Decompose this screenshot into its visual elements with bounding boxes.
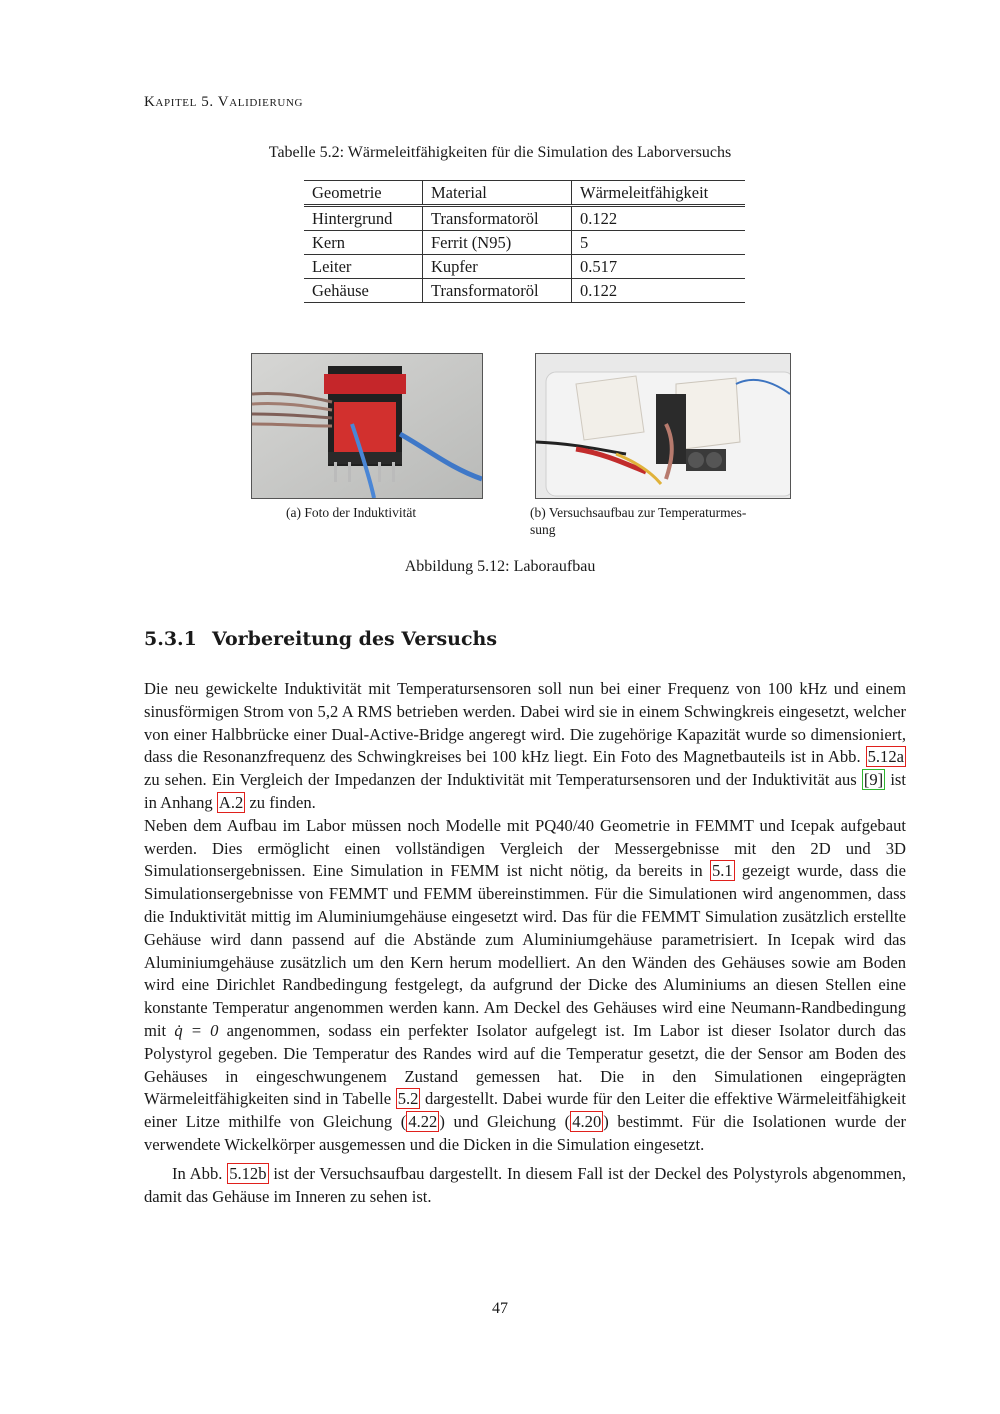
table-header: Wärmeleitfähigkeit xyxy=(572,181,746,206)
paragraph-1 xyxy=(144,678,906,815)
text: gezeigt wurde, dass die Simulationsergebnisse von FEMMT und FEMM übereinstimmen. Für die Simulationen wird angenommen, dass die Induktivität mittig im Aluminiumgehäuse eingesetzt wird. Das für die FEMMT Simulation zusätzlich erstellte Gehäuse wird dann passend auf die Abstände zum Aluminiumgehäuse parametrisiert. In Icepak wird das Aluminiumgehäuse zusätzlich um den Kern herum modelliert. An den Wänden des Gehäuses sowie am Boden wird eine Dirichlet Randbedingung festgelegt, da aufgrund der Dicke des Aluminiums an diesen Stellen eine konstante Temperatur angenommen werden kann. Am Deckel des Gehäuses wird eine Neumann-Randbedingung mit xyxy=(144,861,906,1040)
text: angenommen, sodass ein perfekter Isolator aufgelegt ist. Im Labor ist dieser Isolator durch das Polystyrol gegeben. Die Temperatur des Randes wird auf die Temperatur gesetzt, die der Sensor am Boden des Gehäuses in eingeschwungenem Zustand gemessen hat. Die in den Simulationen eingeprägten Wärmeleitfähigkeiten sind in Tabelle xyxy=(144,1020,906,1109)
equation-ref-link[interactable]: 4.22 xyxy=(408,1112,438,1132)
figure-ref-link[interactable]: 5.12b xyxy=(229,1163,267,1183)
appendix-ref-link[interactable]: A.2 xyxy=(218,792,244,812)
table-cell: Ferrit (N95) xyxy=(423,231,572,255)
body-text xyxy=(144,678,906,1208)
table-cell: 0.122 xyxy=(572,279,746,303)
figure-caption: Abbildung 5.12: Laboraufbau xyxy=(404,558,596,575)
page-number: 47 xyxy=(492,1300,508,1317)
table-cell: 0.517 xyxy=(572,255,746,279)
figure-ref-link[interactable]: 5.12a xyxy=(867,747,904,767)
equation-ref-link[interactable]: 4.20 xyxy=(572,1112,602,1132)
table-cell: 5 xyxy=(572,231,746,255)
table-cell: Leiter xyxy=(304,255,423,279)
table-cell: Hintergrund xyxy=(304,206,423,231)
subcaption-b xyxy=(530,504,746,538)
subcaption-a: (a) Foto der Induktivität xyxy=(286,505,417,520)
text: ) bestimmt. Für die Isolationen wurde der verwendete Wickelkörper ausgemessen und die Dicken in die Simulation eingesetzt. xyxy=(144,1112,906,1154)
table-row xyxy=(304,231,745,255)
table-row xyxy=(304,206,745,231)
subcaption-b-line1: (b) Versuchsaufbau zur Temperaturmes- xyxy=(530,505,747,520)
running-head: Kapitel 5. Validierung xyxy=(144,94,304,110)
table-cell: Transformatoröl xyxy=(423,279,572,303)
table-cell: Kern xyxy=(304,231,423,255)
paragraph-2 xyxy=(144,815,906,1157)
text: Die neu gewickelte Induktivität mit Temperatursensoren soll nun bei einer Frequenz von 100 kHz und einem sinusförmigen Strom von 5,2 A RMS betrieben werden. Dabei wird sie in einem Schwingkreis eingesetzt, welcher von einer Halbbrücke einer Dual-Active-Bridge angeregt wird. Die zugehörige Kapazität wurde so dimensioniert, dass die Resonanzfrequenz des Schwingkreises bei 100 kHz liegt. Ein Foto des Magnetbauteils ist in Abb. xyxy=(144,679,906,767)
setup-photo xyxy=(535,353,791,499)
table-row xyxy=(304,279,745,303)
section-heading xyxy=(144,628,497,650)
table-cell: 0.122 xyxy=(572,206,746,231)
text: ist der Versuchsaufbau dargestellt. In diesem Fall ist der Deckel des Polystyrols abgenommen, damit das Gehäuse im Inneren zu sehen ist. xyxy=(144,1163,906,1206)
citation-link[interactable]: [9] xyxy=(863,770,884,790)
table-ref-link[interactable]: 5.2 xyxy=(397,1089,419,1109)
text: In Abb. xyxy=(172,1163,223,1183)
text: dargestellt. Dabei wurde für den Leiter die effektive Wärmeleitfähigkeit einer Litze mithilfe von Gleichung ( xyxy=(144,1089,906,1132)
math-expression: q̇ = 0 xyxy=(174,1020,219,1040)
conductivity-table xyxy=(304,180,745,303)
table-cell: Kupfer xyxy=(423,255,572,279)
text: ) und Gleichung ( xyxy=(439,1112,571,1132)
table-cell: Gehäuse xyxy=(304,279,423,303)
text: ist in Anhang xyxy=(144,770,906,812)
text: zu sehen. Ein Vergleich der Impedanzen der Induktivität mit Temperatursensoren und der Induktivität aus xyxy=(144,770,857,790)
text: Neben dem Aufbau im Labor müssen noch Modelle mit PQ40/40 Geometrie in FEMMT und Icepak aufgebaut werden. Dies ermöglicht einen vollständigen Vergleich der Messergebnisse mit den 2D und 3D Simulationsergebnissen. Eine Simulation in FEMM ist nicht nötig, da bereits in xyxy=(144,815,906,881)
table-caption: Tabelle 5.2: Wärmeleitfähigkeiten für die Simulation des Laborversuchs xyxy=(268,144,732,161)
text: zu finden. xyxy=(249,792,316,812)
subcaption-b-line2: sung xyxy=(530,522,556,537)
inductor-photo xyxy=(251,353,483,499)
table-cell: Transformatoröl xyxy=(423,206,572,231)
table-header-row xyxy=(304,181,745,206)
section-ref-link[interactable]: 5.1 xyxy=(711,861,733,881)
table-header: Material xyxy=(423,181,572,206)
paragraph-3 xyxy=(144,1163,906,1209)
section-title: Vorbereitung des Versuchs xyxy=(212,628,498,650)
table-row xyxy=(304,255,745,279)
section-number: 5.3.1 xyxy=(144,628,197,650)
table-header: Geometrie xyxy=(304,181,423,206)
